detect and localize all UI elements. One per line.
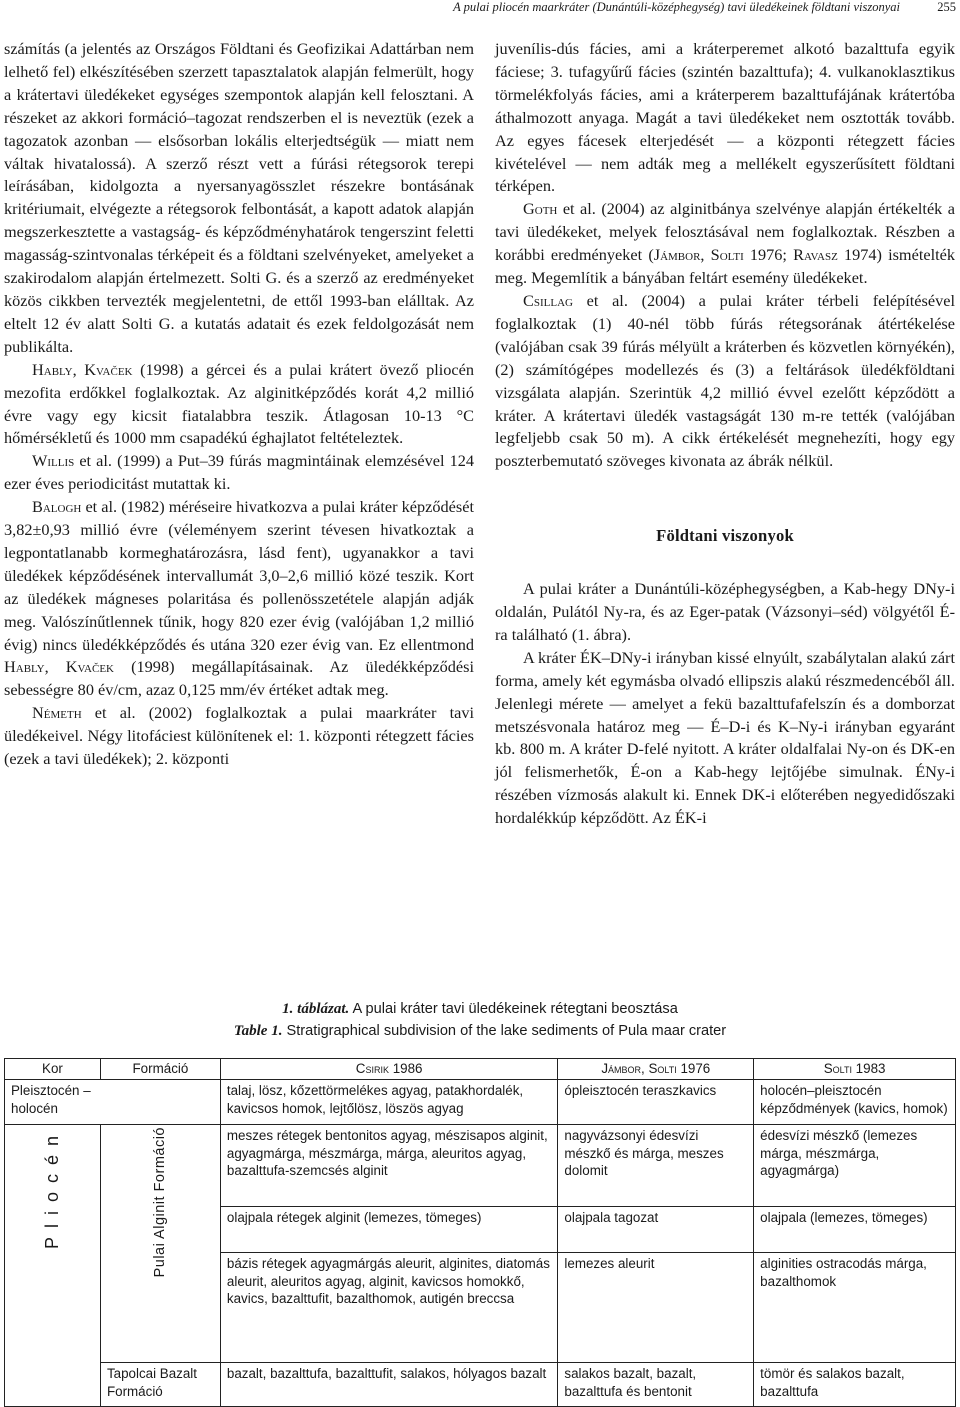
author-cite: Willis [32,451,75,471]
page-header [0,0,960,20]
right-paragraph-2: Goth et al. (2004) az alginitbánya szelvénye alapján értékelték a tavi üledékeket, melyek felosztásával nem foglalkoztak. Részben a korábbi eredményeket (Jámbor, Solti 1976; Ravasz 1974) ismételték meg. Megemlítik a bányában feltárt esemény üledékeket. [495,199,955,288]
cell-jambor: ópleisztocén teraszkavics [558,1079,754,1124]
cell-solti: tömör és salakos bazalt, bazalttufa [754,1362,956,1406]
header-csirik: Csirik 1986 [220,1059,558,1080]
cell-jambor: lemezes aleurit [558,1252,754,1362]
left-paragraph-4: Balogh et al. (1982) méréseire hivatkozva a pulai kráter képződését 3,82±0,93 millió évre (véleményem szerint tévesen hivatkoztak a legpontatlanabb kormeghatározásra, lásd fent), ugyanakkor a tavi üledékek képződésének intervallumát 3,0–2,6 millió közé teszik. Kort az üledékek mágneses polaritása és pollenösszetétele alapján adják meg. Valószínűtlennek tűnik, hogy 820 ezer évig (valójában 1,2 millió évig) nincs üledékképződés és utána 320 ezer évig van. Ez ellentmond Hably, Kvaček (1998) megállapításainak. Az üledékképződési sebességre 80 év/cm, azaz 0,125 mm/év értéket adtak meg. [4,497,474,700]
cell-csirik: talaj, lösz, kőzettörmelékes agyag, patakhordalék, kavicsos homok, lejtőlösz, löszös agyag [220,1079,558,1124]
author-cite: Jámbor, Solti [653,245,744,265]
author-cite: Németh [32,703,82,723]
right-paragraph-4: A pulai kráter a Dunántúli-középhegységben, a Kab-hegy DNy-i oldalán, Pulától Ny-ra, és az Eger-patak (Vázsonyi–séd) völgyétől É-ra található (1. ábra). [495,579,955,644]
table-header-row [5,1059,956,1080]
stratigraphy-table [4,1058,956,1407]
cell-tapolcai-formacio: Tapolcai Bazalt Formáció [100,1362,220,1406]
author-cite: Csillag [523,290,573,310]
cell-jambor: nagyvázsonyi édesvízi mészkő és márga, meszes dolomit [558,1124,754,1206]
table-captions [0,998,960,1042]
cell-solti: édesvízi mészkő (lemezes márga, mészmárga, agyagmárga) [754,1124,956,1206]
section-heading: Földtani viszonyok [656,526,794,546]
right-paragraph-1: juvenílis-dús fácies, ami a kráterperemet alkotó bazalttufa egyik fáciese; 3. tufagyűrű fácies (szintén bazalttufa); 4. vulkanoklasztikus törmelékfolyás fácies, ami a kráterperem bazalttufájának krátertóba áthalmozott anyaga. Magát a tavi üledékeket nem osztották tovább. Az egyes fácesek elterjedését — a központi rétegzett fácies kivételével — nem adták meg a mellékelt egyszerűsített földtani térképen. [495,39,955,196]
cell-csirik: meszes rétegek bentonitos agyag, mészisapos alginit, agyagmárga, mészmárga, márga, aleuritos agyag, bazalttufa-szemcsés alginit [220,1124,558,1206]
left-column [4,38,474,771]
cell-solti: holocén–pleisztocén képződmények (kavics, homok) [754,1079,956,1124]
right-paragraph-5: A kráter ÉK–DNy-i irányban kissé elnyúlt, szabálytalan alakú zárt forma, amely két egymásba olvadó ellipszis alakú részmedencéből áll. Jelenlegi mérete — amelyet a fekü bazalttufafelszín és a domborzat metszésvonala határoz meg — É–D-i és K–Ny-i irányban egyaránt kb. 800 m. A kráter D-felé nyitott. A kráter oldalfalai Ny-on és DK-en jól felismerhetők, É-on a Kab-hegy lejtőjébe simulnak. ÉNy-i részében vízmosás alakult ki. Ennek DK-i előterében negyedidőszaki hordalékkúp képződött. Az ÉK-i [495,647,955,828]
left-paragraph-3: Willis et al. (1999) a Put–39 fúrás magmintáinak elemzésével 124 ezer éves periodicitást mutattak ki. [4,451,474,494]
header-jambor-solti: Jámbor, Solti 1976 [558,1059,754,1080]
left-paragraph-5: Németh et al. (2002) foglalkoztak a pulai maarkráter tavi üledékeivel. Négy litofáciest különítenek el: 1. központi rétegzett fácies (ezek a tavi üledékek); 2. központi [4,703,474,769]
author-cite: Hably, Kvaček [4,657,114,677]
cell-csirik: olajpala rétegek alginit (lemezes, tömeges) [220,1206,558,1252]
left-paragraph-1: számítás (a jelentés az Országos Földtani és Geofizikai Adattárban nem lelhető fel) elkészítésében szerzett tapasztalatok alapján felmerült, hogy a krátertavi üledékeket egységes szempontok alapján kell felosztani. A részeket az akkori formáció–tagozat rendszerben el is neveztük (ezek a tagozatok azonban — elsősorban lokális elterjedtségük — miatt nem váltak hivatalossá). A szerző részt vett a fúrási rétegsorok terepi leírásában, kidolgozta a nyersanyagösszlet részekre bontásának kritériumait, elvégezte a rétegsorok felbontását, a kapott adatok alapján megszerkesztette a vastagság- és képződményhatárok tengerszint feletti magasság-szintvonalas térképeit és a földtani szelvényeket, amelyeket a szakirodalom alapján értelmezett. Solti G. és a szerző az eredményeket közös cikkben tervezték megjelentetni, de ettől 1993-ban elálltak. Az eltelt 12 év alatt Solti G. a kutatás adatait és ezek feldolgozását nem publikálta. [4,39,474,356]
author-cite: Ravasz [793,245,838,265]
running-title: A pulai pliocén maarkráter (Dunántúli-középhegység) tavi üledékeinek földtani viszonyai [453,0,900,14]
cell-alginit-formacio: Pulai Alginit Formáció [100,1124,220,1362]
cell-solti: alginities ostracodás márga, bazalthomok [754,1252,956,1362]
cell-kor: Pleisztocén –holocén [5,1079,221,1124]
left-paragraph-2: Hably, Kvaček (1998) a gércei és a pulai krátert övező pliocén mezofita erdőkkel foglalkoztak. Az alginitképződés korát 4,2 millió évre vagy egy kicsit fiatalabbra teszik. Átlagosan 10-13 °C hőmérsékletű és 1000 mm csapadékú éghajlatot feltételeztek. [4,359,475,448]
author-cite: Goth [523,199,558,219]
right-paragraph-3: Csillag et al. (2004) a pulai kráter térbeli felépítésével foglalkoztak (1) 40-nél több fúrás rétegsorának átértékelése (valójában csak 39 fúrás mélyült a kráterben és közvetlen környékén), (2) számítógépes modellezés és (3) a feltárások üledékföldtani vizsgálata alapján. Szerintük 4,2 millió évvel ezelőtt képződött a kráter. A krátertavi üledék vastagságát 130 m-re tették (valójában legfeljebb csak 50 m). A cikk értékelését megnehezíti, hogy egy poszterbemutató szöveges kivonata az ábrák nélkül. [495,290,955,471]
cell-csirik: bázis rétegek agyagmárgás aleurit, alginites, diatomás aleurit, aleuritos agyag, alginit, kavicsos homokkő, kavics, bazalttufit, bazalthomok, autigén breccsa [220,1252,558,1362]
table-row [5,1124,956,1206]
table-caption-en: Table 1. Stratigraphical subdivision of the lake sediments of Pula maar crater [233,1023,727,1039]
right-column [495,38,955,830]
cell-solti: olajpala (lemezes, tömeges) [754,1206,956,1252]
cell-jambor: salakos bazalt, bazalt, bazalttufa és bentonit [558,1362,754,1406]
cell-csirik: bazalt, bazalttufa, bazalttufit, salakos, hólyagos bazalt [220,1362,558,1406]
author-cite: Balogh [32,497,82,517]
table-caption-hu: 1. táblázat. A pulai kráter tavi üledékeinek rétegtani beosztása [282,1001,678,1017]
header-kor: Kor [5,1059,101,1080]
cell-pliocen: Pliocén [5,1124,101,1406]
header-formacio: Formáció [100,1059,220,1080]
author-cite: Hably, Kvaček [32,359,133,379]
page-number: 255 [937,0,956,14]
table-row [5,1079,956,1124]
header-solti: Solti 1983 [754,1059,956,1080]
table-row [5,1362,956,1406]
cell-jambor: olajpala tagozat [558,1206,754,1252]
